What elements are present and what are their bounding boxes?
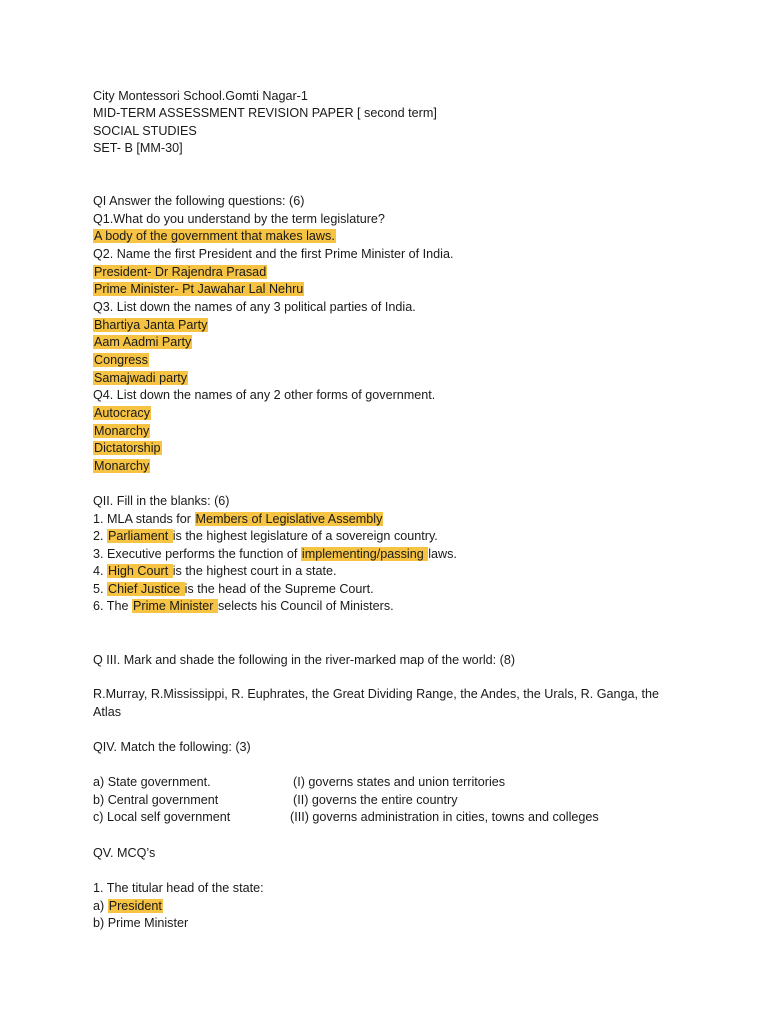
match-right: (III) governs administration in cities, towns and colleges bbox=[290, 810, 599, 824]
answer-4-item bbox=[93, 458, 150, 474]
blank-prefix: 5. bbox=[93, 582, 108, 596]
blank-suffix: laws. bbox=[428, 547, 457, 561]
paper-title: MID-TERM ASSESSMENT REVISION PAPER [ second term] bbox=[93, 106, 437, 120]
fill-blank-item bbox=[93, 511, 383, 527]
blank-suffix: is the highest legislature of a sovereign country. bbox=[172, 529, 438, 543]
blank-answer: Chief Justice bbox=[108, 582, 184, 596]
answer-highlight: Dictatorship bbox=[94, 441, 161, 455]
blank-answer: Prime Minister bbox=[132, 599, 217, 613]
answer-highlight: Autocracy bbox=[94, 406, 150, 420]
mcq-option-b: b) Prime Minister bbox=[93, 916, 189, 930]
section-5-heading: QV. MCQ’s bbox=[93, 846, 156, 860]
option-answer: President bbox=[108, 899, 162, 913]
fill-blank-item bbox=[93, 598, 394, 614]
answer-highlight: President- Dr Rajendra Prasad bbox=[94, 265, 267, 279]
blank-prefix: 6. The bbox=[93, 599, 132, 613]
section-1-heading: QI Answer the following questions: (6) bbox=[93, 194, 305, 208]
fill-blank-item bbox=[93, 581, 374, 597]
answer-4-item bbox=[93, 405, 151, 421]
answer-2a bbox=[93, 264, 267, 280]
answer-highlight: Samajwadi party bbox=[94, 371, 188, 385]
answer-3-item bbox=[93, 334, 192, 350]
fill-blank-item bbox=[93, 528, 438, 544]
match-right: (II) governs the entire country bbox=[293, 793, 458, 807]
section-2-heading: QII. Fill in the blanks: (6) bbox=[93, 494, 230, 508]
set-label: SET- B [MM-30] bbox=[93, 141, 183, 155]
answer-2b bbox=[93, 281, 304, 297]
answer-highlight: Aam Aadmi Party bbox=[94, 335, 192, 349]
answer-3-item bbox=[93, 317, 208, 333]
answer-highlight: Monarchy bbox=[94, 459, 150, 473]
blank-answer: Members of Legislative Assembly bbox=[195, 512, 383, 526]
match-left: c) Local self government bbox=[93, 810, 231, 824]
school-name: City Montessori School.Gomti Nagar-1 bbox=[93, 89, 308, 103]
question-4: Q4. List down the names of any 2 other forms of government. bbox=[93, 388, 436, 402]
blank-prefix: 2. bbox=[93, 529, 108, 543]
answer-4-item bbox=[93, 423, 150, 439]
answer-1 bbox=[93, 228, 336, 244]
answer-highlight: Congress bbox=[94, 353, 148, 367]
answer-highlight: Prime Minister- Pt Jawahar Lal Nehru bbox=[94, 282, 304, 296]
answer-3-item bbox=[93, 370, 188, 386]
match-left: a) State government. bbox=[93, 775, 211, 789]
match-right: (I) governs states and union territories bbox=[293, 775, 506, 789]
blank-answer: implementing/passing bbox=[301, 547, 428, 561]
blank-suffix: is the head of the Supreme Court. bbox=[184, 582, 374, 596]
blank-prefix: 4. bbox=[93, 564, 108, 578]
question-3: Q3. List down the names of any 3 political parties of India. bbox=[93, 300, 416, 314]
question-2: Q2. Name the first President and the first Prime Minister of India. bbox=[93, 247, 454, 261]
answer-highlight: Monarchy bbox=[94, 424, 150, 438]
blank-prefix: 3. Executive performs the function of bbox=[93, 547, 301, 561]
blank-prefix: 1. MLA stands for bbox=[93, 512, 195, 526]
question-1: Q1.What do you understand by the term legislature? bbox=[93, 212, 385, 226]
blank-suffix: selects his Council of Ministers. bbox=[217, 599, 394, 613]
mcq-option-a bbox=[93, 898, 163, 914]
map-items-text: R.Murray, R.Mississippi, R. Euphrates, the Great Dividing Range, the Andes, the Urals, R. Ganga, the Atlas bbox=[93, 687, 660, 719]
blank-answer: High Court bbox=[108, 564, 172, 578]
subject-title: SOCIAL STUDIES bbox=[93, 124, 197, 138]
answer-3-item bbox=[93, 352, 149, 368]
answer-highlight: A body of the government that makes laws. bbox=[94, 229, 335, 243]
section-3-heading: Q III. Mark and shade the following in the river-marked map of the world: (8) bbox=[93, 653, 516, 667]
blank-answer: Parliament bbox=[108, 529, 172, 543]
answer-4-item bbox=[93, 440, 162, 456]
fill-blank-item bbox=[93, 546, 457, 562]
mcq-question-1: 1. The titular head of the state: bbox=[93, 881, 264, 895]
match-left: b) Central government bbox=[93, 793, 219, 807]
option-prefix: a) bbox=[93, 899, 108, 913]
section-4-heading: QIV. Match the following: (3) bbox=[93, 740, 251, 754]
answer-highlight: Bhartiya Janta Party bbox=[94, 318, 208, 332]
fill-blank-item bbox=[93, 563, 337, 579]
blank-suffix: is the highest court in a state. bbox=[172, 564, 337, 578]
